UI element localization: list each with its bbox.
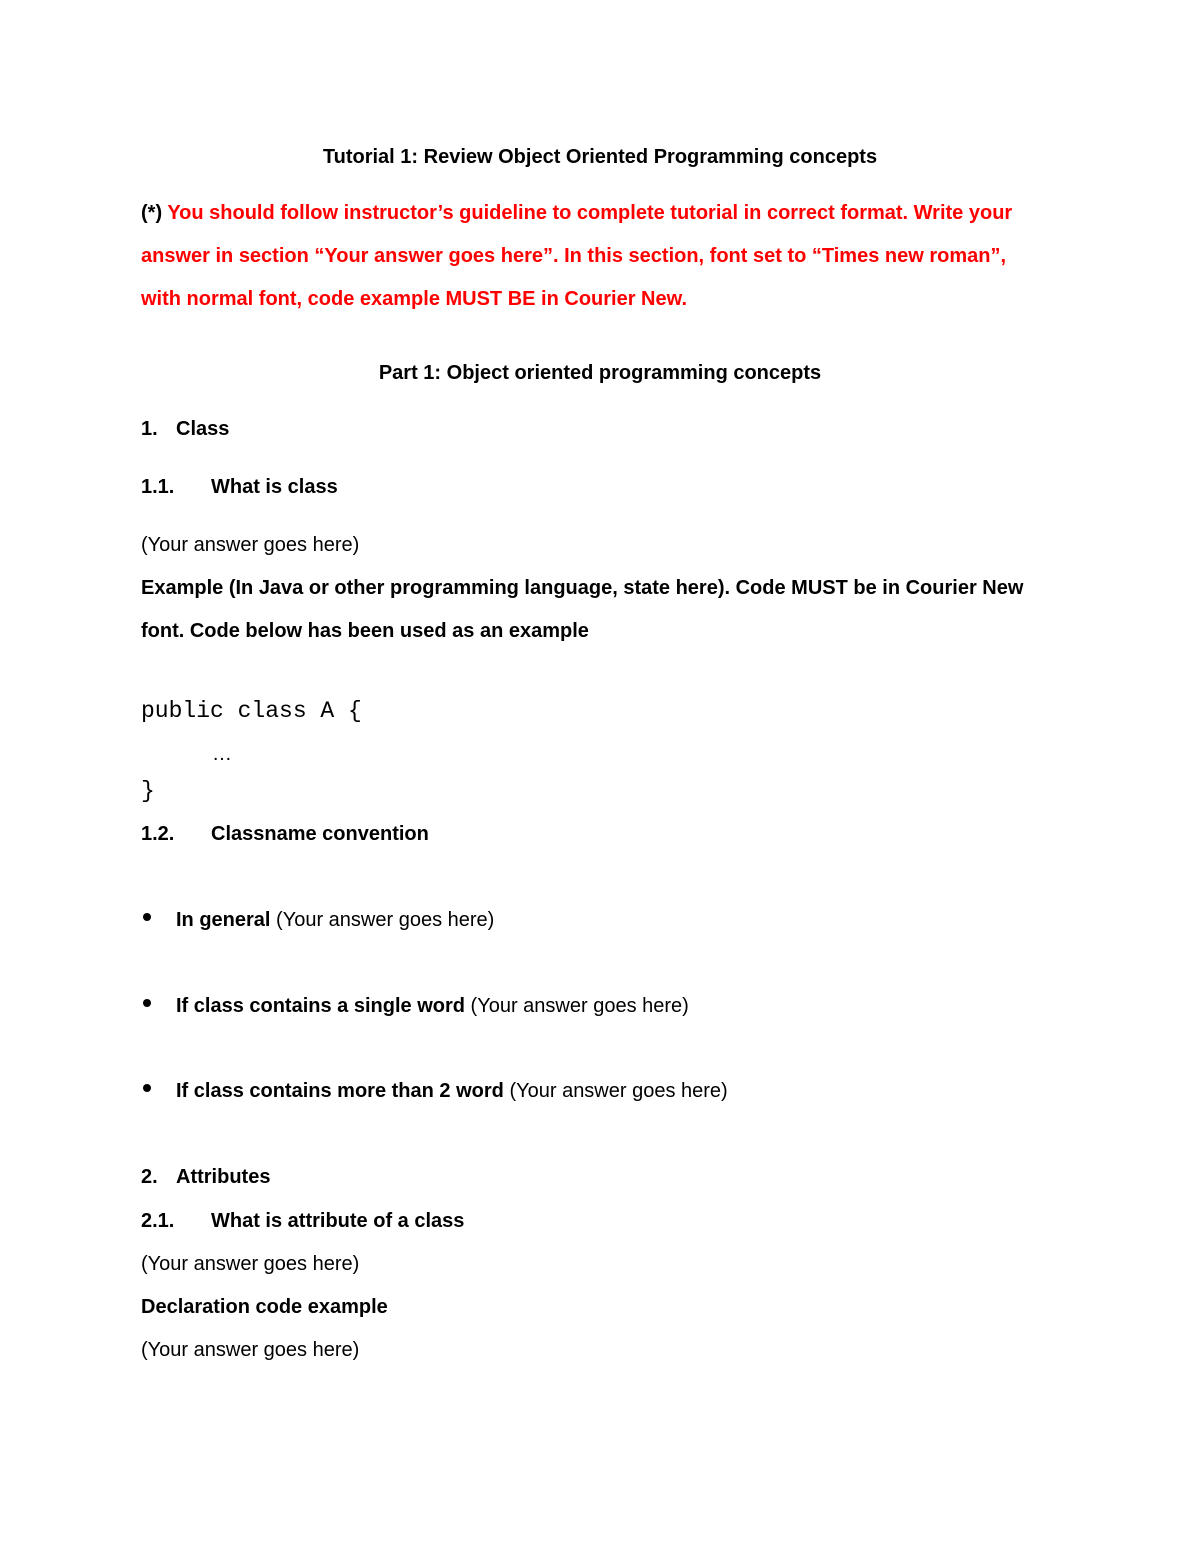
subsection-2-1-number: 2.1. [141,1210,175,1232]
instruction-block [141,192,1061,321]
subsection-1-2-heading: Classname convention [211,823,429,845]
part-1-title: Part 1: Object oriented programming concepts [378,362,822,384]
answer-placeholder: (Your answer goes here) [509,1080,728,1102]
example-note-line-2: font. Code below has been used as an example [141,620,589,642]
bullet-item-single-word [176,993,689,1019]
declaration-label: Declaration code example [141,1296,388,1318]
bullet-label: In general [176,909,271,931]
subsection-2-1-heading: What is attribute of a class [211,1210,465,1232]
code-line-1: public class A { [141,698,362,724]
bullet-dot-icon [143,1084,151,1092]
section-2-heading: Attributes [176,1166,271,1188]
section-2-number: 2. [141,1166,158,1188]
answer-placeholder: (Your answer goes here) [276,909,495,931]
subsection-1-2-number: 1.2. [141,823,175,845]
bullet-dot-icon [143,913,151,921]
instruction-line-3: with normal font, code example MUST BE in Courier New. [141,288,687,310]
answer-placeholder: (Your answer goes here) [141,534,360,556]
example-note-line-1: Example (In Java or other programming language, state here). Code MUST be in Courier New [141,577,1024,599]
section-1-heading: Class [176,418,230,440]
instruction-marker: (*) [141,202,163,224]
document-title: Tutorial 1: Review Object Oriented Programming concepts [322,146,878,168]
answer-placeholder: (Your answer goes here) [141,1253,360,1275]
code-line-2: … [212,743,232,765]
subsection-1-1-heading: What is class [211,476,338,498]
bullet-item-multi-word [176,1078,728,1104]
instruction-line-2: answer in section “Your answer goes here”. In this section, font set to “Times new roman”, [141,245,1007,267]
section-1-number: 1. [141,418,158,440]
subsection-1-1-number: 1.1. [141,476,175,498]
answer-placeholder: (Your answer goes here) [141,1339,360,1361]
code-line-3: } [141,778,155,804]
bullet-item-general [176,907,494,933]
bullet-label: If class contains more than 2 word [176,1080,504,1102]
instruction-line-1: You should follow instructor’s guideline to complete tutorial in correct format. Write your [167,202,1013,224]
answer-placeholder: (Your answer goes here) [470,995,689,1017]
bullet-label: If class contains a single word [176,995,465,1017]
bullet-dot-icon [143,999,151,1007]
